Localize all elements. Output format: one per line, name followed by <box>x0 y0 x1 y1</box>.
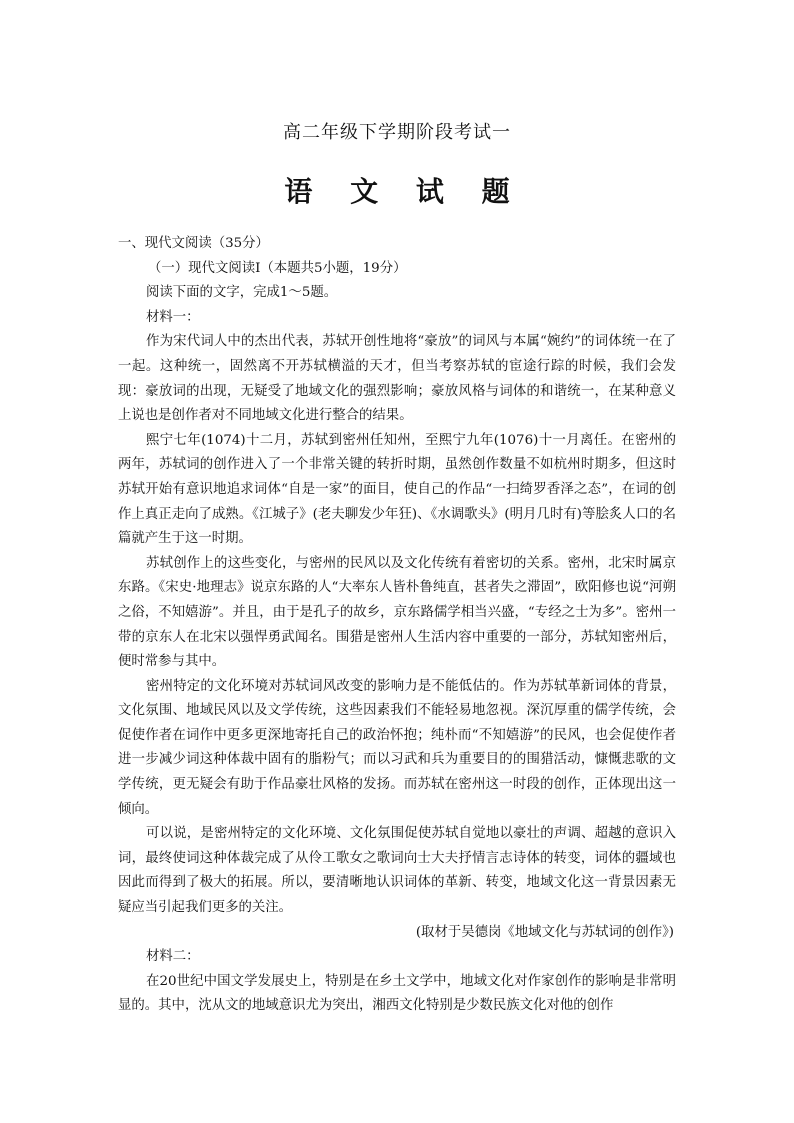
reading-instruction: 阅读下面的文字，完成1～5题。 <box>146 285 338 301</box>
material-one-paragraph: 作为宋代词人中的杰出代表，苏轼开创性地将“豪放”的词风与本属“婉约”的词体统一在了一起。这种统一，固然离不开苏轼横溢的天才，但当考察苏轼的宦途行踪的时候，我们会发现：豪放词的出现，无疑受了地域文化的强烈影响；豪放风格与词体的和谐统一，在某种意义上说也是创作者对不同地域文化进行整合的结果。 <box>118 334 676 424</box>
material-one-paragraph: 苏轼创作上的这些变化，与密州的民风以及文化传统有着密切的关系。密州，北宋时属京东路。《宋史·地理志》说京东路的人“大率东人皆朴鲁纯直，甚者失之滞固”，欧阳修也说“河朔之俗，不知嬉游”。并且，由于是孔子的故乡，京东路儒学相当兴盛，“专经之士为多”。密州一带的京东人在北宋以强悍勇武闻名。围猎是密州人生活内容中重要的一部分，苏轼知密州后，便时常参与其中。 <box>118 555 676 670</box>
material-one-label: 材料一： <box>146 309 200 325</box>
exam-title: 语 文 试 题 <box>284 175 524 208</box>
exam-subtitle: 高二年级下学期阶段考试一 <box>283 122 511 143</box>
material-two-paragraph: 在20世纪中国文学发展史上，特别是在乡土文学中，地域文化对作家创作的影响是非常明显的。其中，沈从文的地域意识尤为突出，湘西文化特别是少数民族文化对他的创作 <box>118 973 676 1014</box>
material-one-source: (取材于吴德岗《地域文化与苏轼词的创作》) <box>415 924 674 940</box>
material-two-label: 材料二： <box>146 949 200 965</box>
section-heading: 一、现代文阅读（35分） <box>118 236 269 251</box>
material-one-paragraph: 可以说，是密州特定的文化环境、文化氛围促使苏轼自觉地以豪壮的声调、超越的意识入词，最终使词这种体裁完成了从伶工歌女之歌词向士大夫抒情言志诗体的转变，词体的疆域也因此而得到了极大的拓展。所以，要清晰地认识词体的革新、转变，地域文化这一背景因素无疑应当引起我们更多的关注。 <box>118 826 676 916</box>
subsection-heading: （一）现代文阅读Ⅰ（本题共5小题，19分） <box>148 260 407 276</box>
material-one-paragraph: 密州特定的文化环境对苏轼词风改变的影响力是不能低估的。作为苏轼革新词体的背景，文化氛围、地域民风以及文学传统，这些因素我们不能轻易地忽视。深沉厚重的儒学传统，会促使作者在词作中更多更深地寄托自己的政治怀抱；纯朴而“不知嬉游”的民风，也会促使作者进一步减少词这种体裁中固有的脂粉气；而以习武和兵为重要目的的围猎活动，慷慨悲歌的文学传统，更无疑会有助于作品豪壮风格的发扬。而苏轼在密州这一时段的创作，正体现出这一倾向。 <box>118 678 676 817</box>
exam-body <box>118 232 676 1019</box>
material-one-paragraph: 熙宁七年(1074)十二月，苏轼到密州任知州，至熙宁九年(1076)十一月离任。在密州的两年，苏轼词的创作进入了一个非常关键的转折时期，虽然创作数量不如杭州时期多，但这时苏轼开始有意识地追求词体“自是一家”的面目，使自己的作品“一扫绮罗香泽之态”，在词的创作上真正走向了成熟。《江城子》(老夫聊发少年狂)、《水调歌头》(明月几时有)等脍炙人口的名篇就产生于这一时期。 <box>118 432 676 547</box>
